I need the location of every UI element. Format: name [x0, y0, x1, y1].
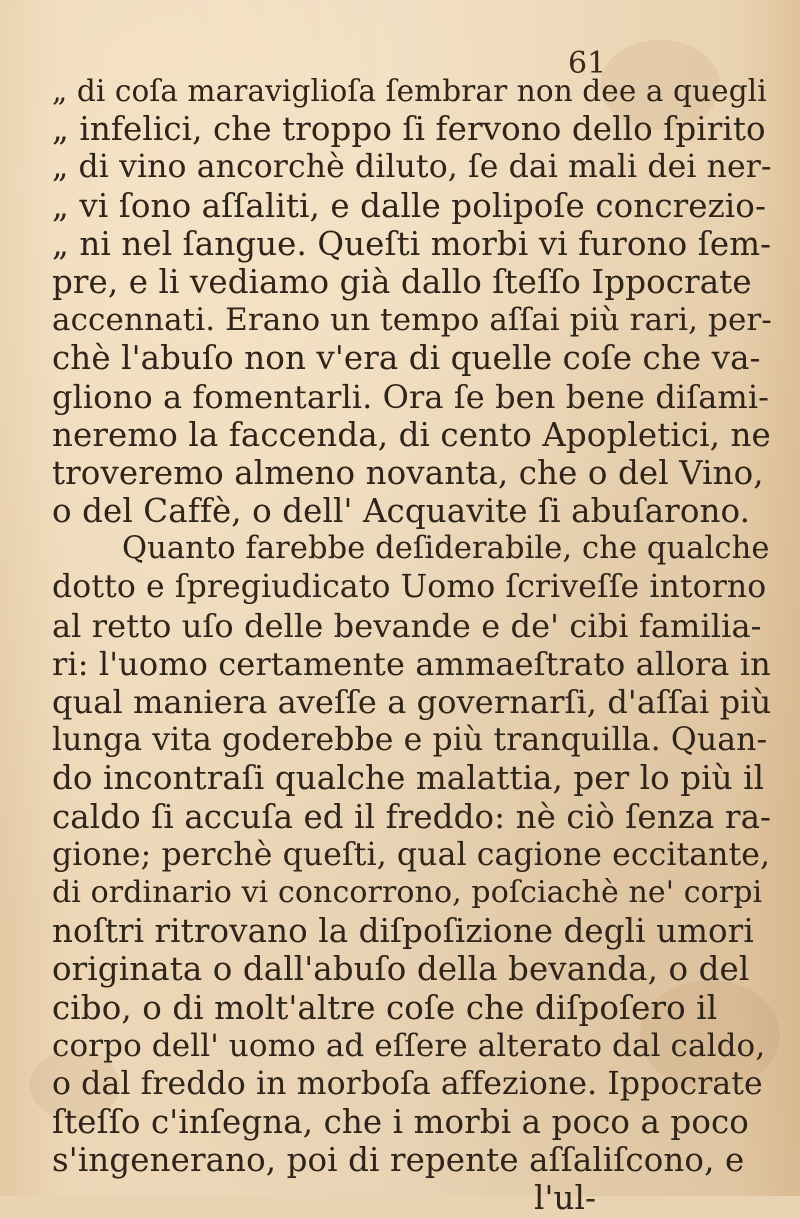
text-line: ri: l'uomo certamente ammaeſtrato allora in: [52, 644, 771, 683]
text-line: di ordinario vi concorrono, poſciachè ne' corpi: [52, 874, 763, 910]
text-line: „ infelici, che troppo ſi fervono dello ſpirito: [52, 110, 766, 149]
text-line: do incontraſi qualche malattia, per lo più il: [52, 759, 765, 798]
text-line: al retto uſo delle bevande e de' cibi familia-: [52, 606, 762, 645]
text-line: „ ni nel ſangue. Queſti morbi vi furono ſem-: [52, 224, 772, 263]
text-line: o dal freddo in morboſa affezione. Ippocrate: [52, 1065, 763, 1102]
catchword: l'ul-: [534, 1179, 597, 1218]
text-line: s'ingenerano, poi di repente aſſaliſcono, e: [52, 1141, 745, 1180]
text-line: o del Caffè, o dell' Acquavite ſi abuſarono.: [52, 492, 751, 531]
text-line: troveremo almeno novanta, che o del Vino,: [52, 453, 764, 492]
paragraph-start-line: Quanto farebbe deſiderabile, che qualche: [122, 531, 770, 567]
text-line: „ vi ſono aſſaliti, e dalle polipoſe concrezio-: [52, 186, 767, 225]
text-line: ſteſſo c'inſegna, che i morbi a poco a poco: [52, 1103, 749, 1142]
text-line: corpo dell' uomo ad eſſere alterato dal caldo,: [52, 1027, 766, 1064]
text-line: cibo, o di molt'altre coſe che diſpoſero il: [52, 988, 718, 1027]
text-line: gliono a fomentarli. Ora ſe ben bene diſami-: [52, 377, 770, 416]
text-line: qual maniera aveſſe a governarſi, d'aſſai più: [52, 683, 772, 721]
text-line: chè l'abuſo non v'era di quelle coſe che va-: [52, 339, 761, 378]
text-line: neremo la faccenda, di cento Apopletici, ne: [52, 415, 771, 454]
page-number: 61: [568, 46, 607, 81]
body-text: [52, 72, 772, 1218]
text-line: „ di coſa maraviglioſa ſembrar non dee a quegli: [52, 74, 767, 108]
text-line: „ di vino ancorchè diluto, ſe dai mali dei ner-: [52, 149, 772, 186]
text-line: gione; perchè queſti, qual cagione eccitante,: [52, 836, 771, 873]
text-line: accennati. Erano un tempo aſſai più rari, per-: [52, 302, 772, 339]
text-line: noſtri ritrovano la diſpoſizione degli umori: [52, 912, 754, 951]
text-line: originata o dall'abuſo della bevanda, o del: [52, 950, 750, 989]
text-line: dotto e ſpregiudicato Uomo ſcriveſſe intorno: [52, 569, 767, 606]
text-line: caldo ſi accuſa ed il freddo: nè ciò ſenza ra-: [52, 797, 772, 836]
text-line: pre, e li vediamo già dallo ſteſſo Ippocrate: [52, 262, 752, 301]
text-line: lunga vita goderebbe e più tranquilla. Quan-: [52, 722, 768, 759]
